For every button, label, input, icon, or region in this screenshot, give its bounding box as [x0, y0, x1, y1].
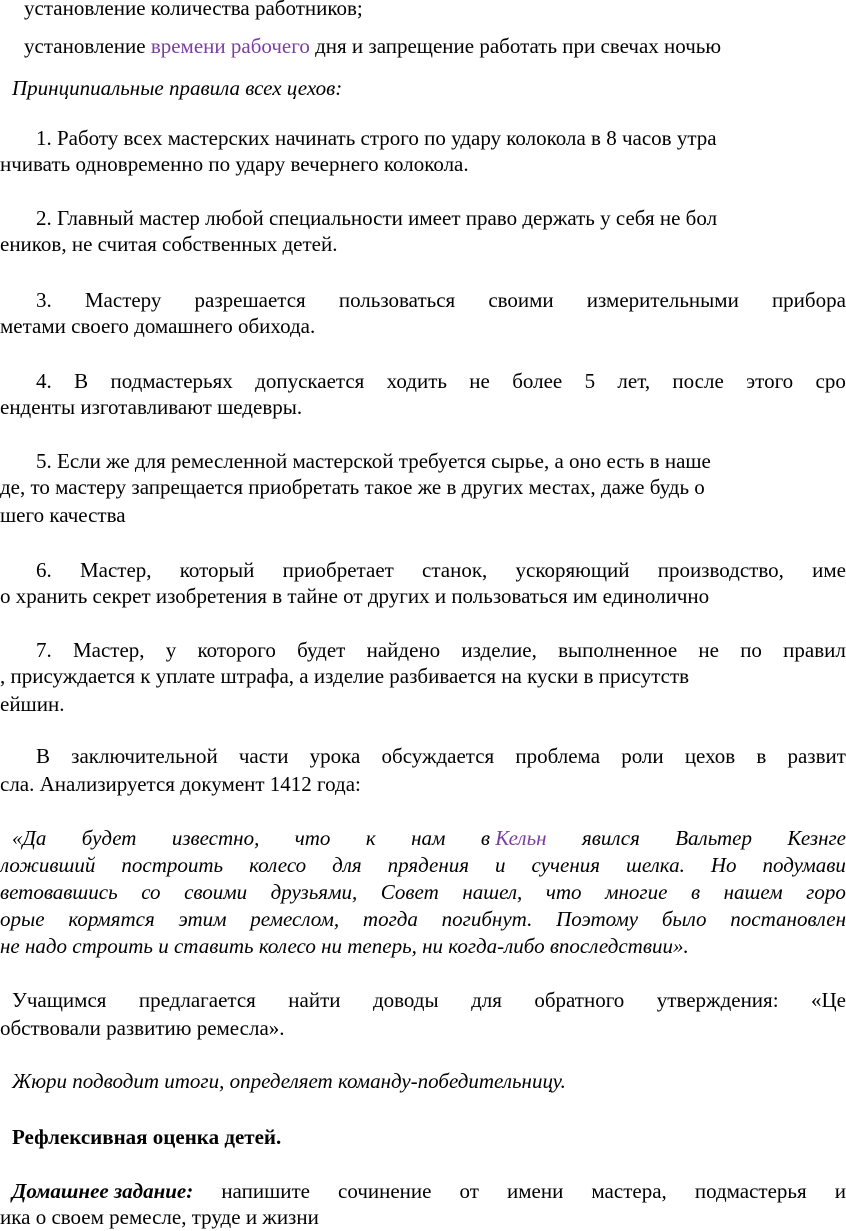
word: име — [812, 558, 846, 582]
word: Но — [710, 853, 737, 877]
word: тогда — [362, 907, 418, 931]
text-line: установление количества работников; — [24, 0, 363, 20]
word: нам — [411, 826, 446, 850]
word: для — [471, 988, 502, 1012]
task-line-1 — [12, 986, 846, 1014]
word: лет, — [617, 369, 651, 393]
word: по — [740, 638, 762, 662]
word: подмастерья — [694, 1179, 807, 1203]
word: найти — [288, 988, 341, 1012]
word: Учащимся — [12, 988, 107, 1012]
word: будет — [297, 638, 346, 662]
word: выполненное — [558, 638, 678, 662]
word: орые — [0, 907, 45, 931]
word: Мастеру — [84, 288, 162, 312]
word: своими — [184, 880, 248, 904]
reflexive-heading: Рефлексивная оценка детей. — [12, 1125, 282, 1149]
rule-4-line-2: енденты изготавливают шедевры. — [0, 395, 303, 419]
homework-label: Домашнее задание: — [12, 1179, 194, 1203]
word: Мастер, — [72, 638, 145, 662]
rule-3-line-2: метами своего домашнего обихода. — [0, 314, 316, 338]
word: постановлен — [730, 907, 846, 931]
word: допускается — [255, 369, 365, 393]
word: напишите — [221, 1179, 310, 1203]
word: этим — [178, 907, 227, 931]
word: обратного — [534, 988, 625, 1012]
word: измерительными — [586, 288, 739, 312]
word: станок, — [422, 558, 488, 582]
word: цехов — [684, 744, 736, 768]
word: ремеслом, — [250, 907, 340, 931]
word: предлагается — [138, 988, 256, 1012]
word: правил — [783, 638, 846, 662]
word: для — [332, 853, 362, 877]
word: построить — [121, 853, 224, 877]
word: сучения — [531, 853, 601, 877]
word: Совет — [380, 880, 439, 904]
link-rabochego-vremeni[interactable]: времени рабочего — [150, 34, 310, 58]
task-line-2: обствовали развитию ремесла». — [0, 1016, 285, 1040]
word: своими — [488, 288, 554, 312]
word: части — [238, 744, 289, 768]
word: что — [294, 826, 331, 850]
word: 6. — [36, 558, 52, 582]
word: и — [834, 1179, 846, 1203]
homework-line-1 — [12, 1177, 846, 1205]
word: нашем — [723, 880, 783, 904]
word: приобретает — [282, 558, 394, 582]
word: проблема — [515, 744, 601, 768]
word: не — [469, 369, 490, 393]
word: Мастер, — [79, 558, 152, 582]
word: доводы — [372, 988, 439, 1012]
word: ускоряющий — [515, 558, 630, 582]
rule-7-line-1 — [36, 636, 846, 664]
word: что — [545, 880, 582, 904]
homework-line-2: ика о своем ремесле, труде и жизни — [0, 1205, 319, 1229]
word: 7. — [36, 638, 52, 662]
word: ложивший — [0, 853, 96, 877]
word: урока — [309, 744, 361, 768]
word: будет — [81, 826, 137, 850]
word: разрешается — [194, 288, 306, 312]
word: Поэтому — [556, 907, 639, 931]
word: со — [141, 880, 161, 904]
word: ходить — [386, 369, 447, 393]
quote-line-3 — [0, 878, 846, 906]
word: известно, — [171, 826, 260, 850]
word: сочинение — [338, 1179, 432, 1203]
word: у — [165, 638, 177, 662]
word: пользоваться — [338, 288, 456, 312]
rule-1-line-1: 1. Работу всех мастерских начинать строго по удару колокола в 8 часов утра — [36, 126, 717, 150]
word: к — [365, 826, 376, 850]
rule-3-line-1 — [36, 286, 846, 314]
word: имени — [507, 1179, 564, 1203]
word: сро — [815, 369, 846, 393]
word: ветовавшись — [0, 880, 118, 904]
word: найдено — [366, 638, 441, 662]
word: кормятся — [68, 907, 155, 931]
word: Вальтер — [675, 826, 752, 850]
word: производство, — [657, 558, 784, 582]
quote-line-5: не надо строить и ставить колесо ни теперь, ни когда-либо впоследствии». — [0, 934, 689, 958]
word: было — [661, 907, 707, 931]
rule-7-line-3: ейшин. — [0, 692, 65, 716]
word: многие — [605, 880, 668, 904]
word: которого — [197, 638, 276, 662]
rule-1-line-2: нчивать одновременно по удару вечернего колокола. — [0, 152, 469, 176]
word: колесо — [249, 853, 307, 877]
rules-heading: Принципиальные правила всех цехов: — [12, 76, 343, 100]
rule-2-line-1: 2. Главный мастер любой специальности имеет право держать у себя не бол — [36, 206, 718, 230]
text-line — [24, 32, 721, 60]
word: «Да — [12, 826, 47, 850]
rule-5-line-2: де, то мастеру запрещается приобретать такое же в других местах, даже будь о — [0, 475, 705, 499]
jury-line: Жюри подводит итоги, определяет команду-победительницу. — [12, 1069, 566, 1093]
word: роли — [621, 744, 664, 768]
quote-line-2 — [0, 851, 846, 879]
word: явился — [581, 826, 640, 850]
word: В — [74, 369, 89, 393]
rule-5-line-3: шего качества — [0, 503, 126, 527]
word: в — [690, 880, 701, 904]
word: который — [179, 558, 255, 582]
word: и — [495, 853, 506, 877]
word: заключительной — [71, 744, 218, 768]
word: обсуждается — [381, 744, 495, 768]
word: прибора — [771, 288, 846, 312]
rule-2-line-2: еников, не считая собственных детей. — [0, 232, 338, 256]
quote-line-1 — [12, 824, 846, 852]
rule-6-line-1 — [36, 556, 846, 584]
word: В — [36, 744, 51, 768]
word: от — [459, 1179, 479, 1203]
text-fragment: установление — [24, 34, 151, 58]
conclusion-line-1 — [36, 742, 846, 770]
word: нашел, — [462, 880, 523, 904]
word: развит — [787, 744, 846, 768]
conclusion-line-2: сла. Анализируется документ 1412 года: — [0, 772, 361, 796]
word: горо — [806, 880, 846, 904]
link-keln[interactable]: Кельн — [495, 826, 547, 850]
word: прядения — [387, 853, 470, 877]
word: погибнут. — [441, 907, 533, 931]
word: Кезнгe — [787, 826, 846, 850]
word: шелка. — [626, 853, 685, 877]
word: в — [756, 744, 767, 768]
word: этого — [746, 369, 794, 393]
word: изделие, — [461, 638, 537, 662]
word: в — [480, 826, 490, 850]
rule-5-line-1: 5. Если же для ремесленной мастерской требуется сырье, а оно есть в наше — [36, 449, 711, 473]
word: 5 — [584, 369, 596, 393]
rule-7-line-2: , присуждается к уплате штрафа, а изделие разбивается на куски в присутств — [0, 664, 690, 688]
word: мастера, — [591, 1179, 667, 1203]
word: друзьями, — [270, 880, 358, 904]
word: не — [698, 638, 719, 662]
word: подмастерьях — [110, 369, 233, 393]
word: 3. — [36, 288, 52, 312]
text-fragment: дня и запрещение работать при свечах ночью — [309, 34, 722, 58]
word: после — [672, 369, 724, 393]
rule-6-line-2: о хранить секрет изобретения в тайне от других и пользоваться им единолично — [0, 584, 710, 608]
word: 4. — [36, 369, 52, 393]
word: «Це — [811, 988, 846, 1012]
quote-line-4 — [0, 905, 846, 933]
word: подумави — [762, 853, 846, 877]
word: утверждения: — [656, 988, 779, 1012]
rule-4-line-1 — [36, 367, 846, 395]
word: более — [512, 369, 563, 393]
